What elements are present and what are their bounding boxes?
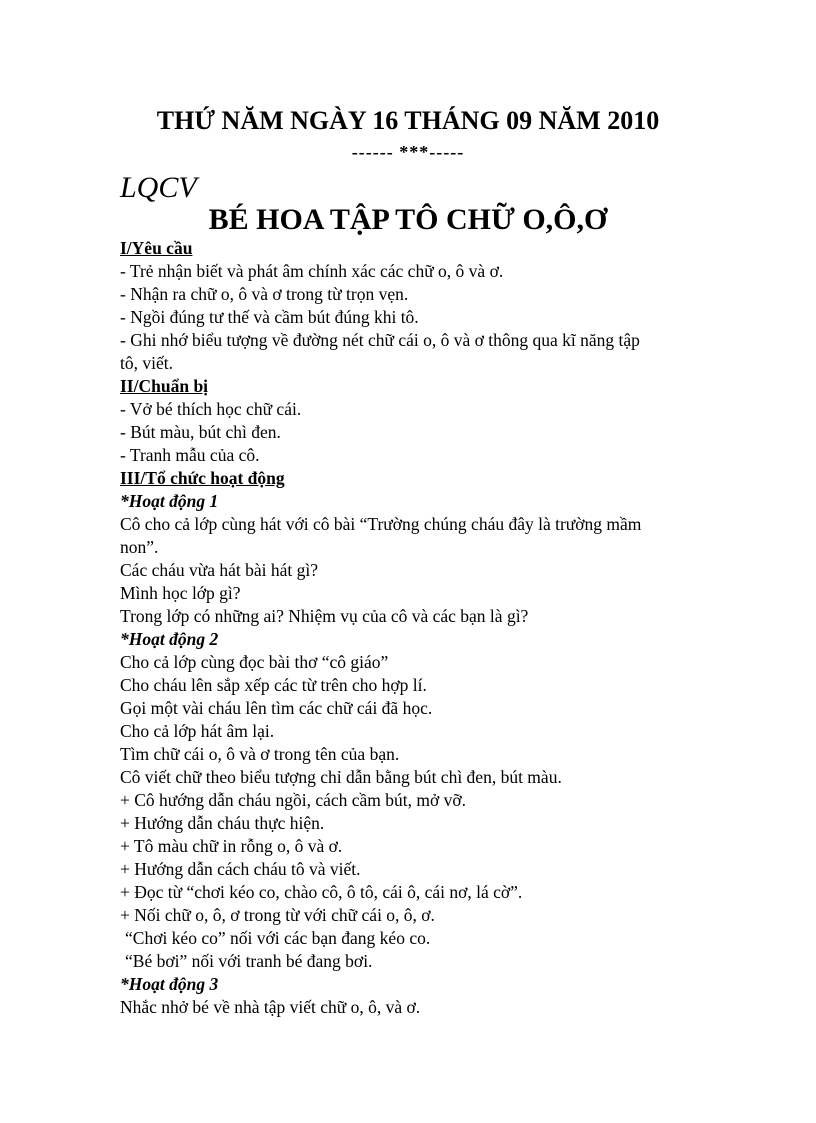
list-item: - Tranh mẫu của cô. xyxy=(120,445,260,465)
text-line: + Đọc từ “chơi kéo co, chào cô, ô tô, cái ô, cái nơ, lá cờ”. xyxy=(120,882,523,902)
text-line: + Tô màu chữ in rỗng o, ô và ơ. xyxy=(120,836,343,856)
activity-title-3: *Hoạt động 3 xyxy=(120,974,219,994)
text-line: Gọi một vài cháu lên tìm các chữ cái đã học. xyxy=(120,698,433,718)
text-line: + Nối chữ o, ô, ơ trong từ với chữ cái o, ô, ơ. xyxy=(120,905,435,925)
text-line: Cô cho cả lớp cùng hát với cô bài “Trường chúng cháu đây là trường mầm xyxy=(120,514,642,534)
text-line: + Hướng dẫn cách cháu tô và viết. xyxy=(120,859,361,879)
text-line: Mình học lớp gì? xyxy=(120,583,241,603)
text-line: “Chơi kéo co” nối với các bạn đang kéo co. xyxy=(125,928,431,948)
text-line: Cô viết chữ theo biểu tượng chỉ dẫn bằng bút chì đen, bút màu. xyxy=(120,767,562,787)
list-item: - Ghi nhớ biểu tượng về đường nét chữ cái o, ô và ơ thông qua kĩ năng tập xyxy=(120,330,640,350)
list-item: - Nhận ra chữ o, ô và ơ trong từ trọn vẹn. xyxy=(120,284,409,304)
subject-label: LQCV xyxy=(120,171,197,204)
text-line: Các cháu vừa hát bài hát gì? xyxy=(120,560,319,580)
list-item: - Trẻ nhận biết và phát âm chính xác các chữ o, ô và ơ. xyxy=(120,261,504,281)
list-item: - Ngồi đúng tư thế và cầm bút đúng khi tô. xyxy=(120,307,419,327)
section-heading-preparation: II/Chuẩn bị xyxy=(120,376,209,396)
list-item: - Vở bé thích học chữ cái. xyxy=(120,399,302,419)
text-line: “Bé bơi” nối với tranh bé đang bơi. xyxy=(125,951,373,971)
text-line: non”. xyxy=(120,537,159,557)
lesson-body xyxy=(120,237,680,1019)
title-divider: ------ ***----- xyxy=(351,142,465,162)
activity-title-2: *Hoạt động 2 xyxy=(120,629,219,649)
text-line: Trong lớp có những ai? Nhiệm vụ của cô và các bạn là gì? xyxy=(120,606,529,626)
text-line: + Cô hướng dẫn cháu ngồi, cách cầm bút, mở vỡ. xyxy=(120,790,467,810)
text-line: Tìm chữ cái o, ô và ơ trong tên của bạn. xyxy=(120,744,400,764)
lesson-title: BÉ HOA TẬP TÔ CHỮ O,Ô,Ơ xyxy=(208,203,608,236)
text-line: + Hướng dẫn cháu thực hiện. xyxy=(120,813,325,833)
date-title: THỨ NĂM NGÀY 16 THÁNG 09 NĂM 2010 xyxy=(156,106,660,135)
list-item: tô, viết. xyxy=(120,353,173,373)
text-line: Cho cả lớp cùng đọc bài thơ “cô giáo” xyxy=(120,652,389,672)
section-heading-requirements: I/Yêu cầu xyxy=(120,238,193,258)
text-line: Nhắc nhở bé về nhà tập viết chữ o, ô, và ơ. xyxy=(120,997,421,1017)
section-heading-activities: III/Tổ chức hoạt động xyxy=(120,468,285,488)
activity-title-1: *Hoạt động 1 xyxy=(120,491,219,511)
text-line: Cho cả lớp hát âm lại. xyxy=(120,721,275,741)
text-line: Cho cháu lên sắp xếp các từ trên cho hợp lí. xyxy=(120,675,427,695)
list-item: - Bút màu, bút chì đen. xyxy=(120,422,281,442)
